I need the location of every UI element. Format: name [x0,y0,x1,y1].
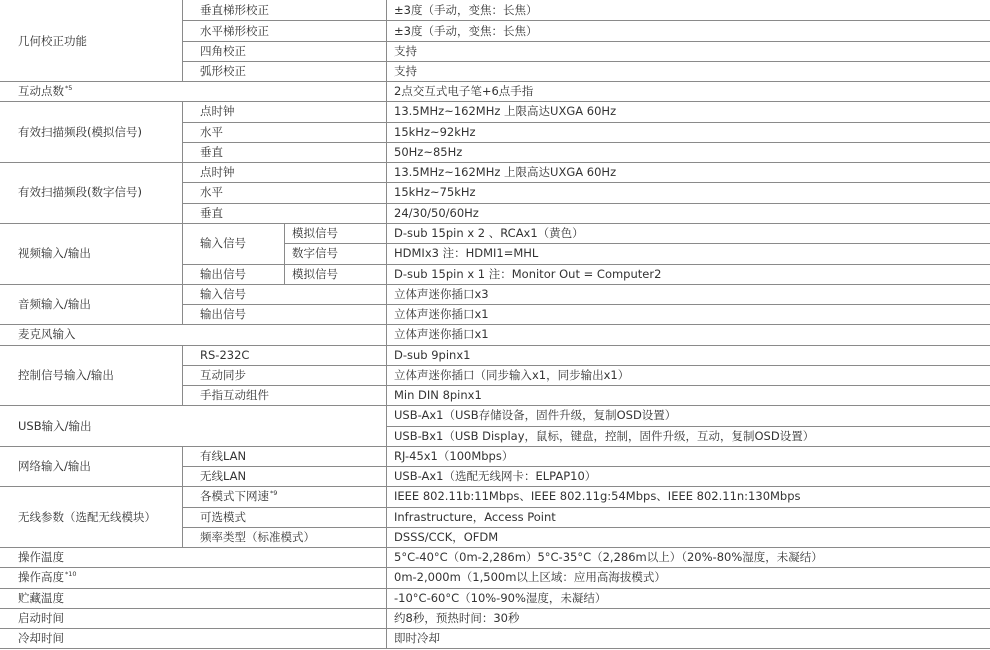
video-analog-out-value: D-sub 15pin x 1 注：Monitor Out = Computer2 [394,267,662,281]
audio-input-label: 输入信号 [200,287,246,301]
video-output-label: 输出信号 [200,267,246,281]
video-digital-in-label: 数字信号 [292,246,338,260]
row-divider [182,142,990,143]
row-divider [0,628,990,629]
frequency-type-value: DSSS/CCK，OFDM [394,530,499,544]
touch-points-label: 互动点数$^{*5}$ [18,84,73,98]
mode-speed-label: 各模式下网速$^{*9}$ [200,489,278,503]
vertical-keystone-value: ±3度（手动，变焦：长焦） [394,3,538,17]
row-divider [182,304,990,305]
row-divider [182,122,990,123]
audio-output-value: 立体声迷你插口x1 [394,307,489,321]
row-divider [182,182,990,183]
analog-horizontal-value: 15kHz~92kHz [394,125,476,139]
touch-points-value: 2点交互式电子笔+6点手指 [394,84,534,98]
cooldown-time-value: 即时冷却 [394,631,440,645]
digital-scan-label: 有效扫描频段(数字信号) [18,185,142,199]
startup-time-label: 启动时间 [18,611,64,625]
startup-time-value: 约8秒，预热时间：30秒 [394,611,520,625]
digital-vertical-value: 24/30/50/60Hz [394,206,479,220]
video-analog-in-value: D-sub 15pin x 2 、RCAx1（黄色） [394,226,584,240]
finger-touch-unit-label: 手指互动组件 [200,388,269,402]
wired-lan-label: 有线LAN [200,449,247,463]
wireless-lan-value: USB-Ax1（选配无线网卡：ELPAP10） [394,469,597,483]
row-divider [0,324,990,325]
horizontal-keystone-value: ±3度（手动，变焦：长焦） [394,24,538,38]
analog-scan-label: 有效扫描频段(模拟信号) [18,125,142,139]
operating-altitude-label: 操作高度$^{*10}$ [18,570,77,584]
analog-horizontal-label: 水平 [200,125,223,139]
row-divider [182,41,990,42]
row-divider [182,507,990,508]
mic-input-label: 麦克风输入 [18,327,76,341]
column-divider [182,345,183,406]
selectable-mode-value: Infrastructure，Access Point [394,510,556,524]
column-divider [386,0,387,649]
row-divider [0,648,990,649]
row-divider [284,243,990,244]
mode-speed-value: IEEE 802.11b:11Mbps、IEEE 802.11g:54Mbps、IEEE 802.11n:130Mbps [394,489,801,503]
footnote-mark: *10 [65,570,77,578]
video-digital-in-value: HDMIx3 注：HDMI1=MHL [394,246,539,260]
usb-io-label: USB输入/输出 [18,419,92,433]
column-divider [182,0,183,81]
column-divider [284,223,285,284]
operating-altitude-value: 0m-2,000m（1,500m以上区域：应用高海拔模式） [394,570,666,584]
audio-output-label: 输出信号 [200,307,246,321]
row-divider [182,203,990,204]
analog-vertical-label: 垂直 [200,145,223,159]
arc-correction-label: 弧形校正 [200,64,246,78]
interactive-sync-label: 互动同步 [200,368,246,382]
wireless-lan-label: 无线LAN [200,469,247,483]
mic-input-value: 立体声迷你插口x1 [394,327,489,341]
video-analog-in-label: 模拟信号 [292,226,338,240]
digital-horizontal-value: 15kHz~75kHz [394,185,476,199]
vertical-keystone-label: 垂直梯形校正 [200,3,269,17]
row-divider [182,385,990,386]
footnote-mark: *9 [270,489,278,497]
arc-correction-value: 支持 [394,64,417,78]
digital-horizontal-label: 水平 [200,185,223,199]
row-divider [0,284,990,285]
control-io-label: 控制信号输入/输出 [18,368,114,382]
video-io-label: 视频输入/输出 [18,246,91,260]
video-input-label: 输入信号 [200,236,246,250]
rs232c-value: D-sub 9pinx1 [394,348,471,362]
operating-temp-label: 操作温度 [18,550,64,564]
analog-vertical-value: 50Hz~85Hz [394,145,463,159]
column-divider [182,101,183,324]
digital-dot-clock-value: 13.5MHz~162MHz 上限高达UXGA 60Hz [394,165,617,179]
row-divider [0,345,990,346]
usb-b-value: USB-Bx1（USB Display，鼠标，键盘，控制，固件升级，互动，复制OSD设置） [394,429,815,443]
rs232c-label: RS-232C [200,348,250,362]
row-divider [182,61,990,62]
interactive-sync-value: 立体声迷你插口（同步输入x1，同步输出x1） [394,368,630,382]
digital-dot-clock-label: 点时钟 [200,165,235,179]
selectable-mode-label: 可选模式 [200,510,246,524]
digital-vertical-label: 垂直 [200,206,223,220]
row-divider [182,20,990,21]
wired-lan-value: RJ-45x1（100Mbps） [394,449,514,463]
corner-correction-label: 四角校正 [200,44,246,58]
footnote-mark: *5 [65,84,73,92]
column-divider [182,446,183,547]
finger-touch-unit-value: Min DIN 8pinx1 [394,388,482,402]
storage-temp-value: -10°C-60°C（10%-90%湿度，未凝结） [394,591,607,605]
audio-io-label: 音频输入/输出 [18,297,91,311]
corner-correction-value: 支持 [394,44,417,58]
storage-temp-label: 贮藏温度 [18,591,64,605]
geometric-correction-label: 几何校正功能 [18,34,87,48]
audio-input-value: 立体声迷你插口x3 [394,287,489,301]
horizontal-keystone-label: 水平梯形校正 [200,24,269,38]
operating-temp-value: 5°C-40°C（0m-2,286m）5°C-35°C（2,286m以上）（20%-80%湿度，未凝结） [394,550,823,564]
cooldown-time-label: 冷却时间 [18,631,64,645]
analog-dot-clock-label: 点时钟 [200,104,235,118]
wireless-params-label: 无线参数（选配无线模块） [18,510,156,524]
frequency-type-label: 频率类型（标准模式） [200,530,315,544]
usb-a-value: USB-Ax1（USB存储设备，固件升级，复制OSD设置） [394,408,677,422]
analog-dot-clock-value: 13.5MHz~162MHz 上限高达UXGA 60Hz [394,104,617,118]
video-analog-out-label: 模拟信号 [292,267,338,281]
network-io-label: 网络输入/输出 [18,459,91,473]
